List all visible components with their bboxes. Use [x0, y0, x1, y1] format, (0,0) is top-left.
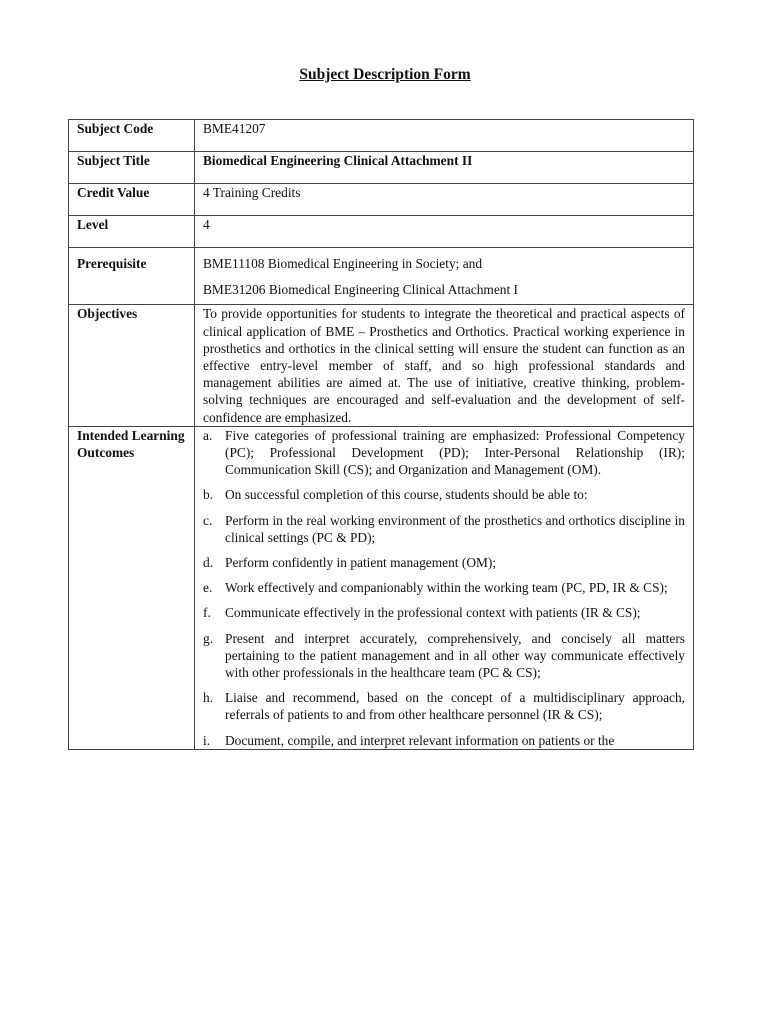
row-subject-title — [69, 152, 694, 184]
outcome-marker: h. — [203, 690, 214, 706]
outcome-text: Perform in the real working environment of the prosthetics and orthotics discipline in clinical settings (PC & PD); — [225, 512, 685, 545]
outcome-marker: f. — [203, 605, 211, 621]
outcome-marker: g. — [203, 630, 214, 646]
value-subject-title: Biomedical Engineering Clinical Attachment II — [195, 152, 694, 184]
value-credit-value: 4 Training Credits — [195, 184, 694, 216]
outcome-item — [203, 427, 685, 479]
row-objectives — [69, 305, 694, 426]
row-credit-value — [69, 184, 694, 216]
outcome-marker: a. — [203, 427, 213, 443]
outcome-item — [203, 689, 685, 723]
value-prerequisite — [195, 248, 694, 305]
outcome-text: Document, compile, and interpret relevant information on patients or the — [225, 732, 615, 748]
row-prerequisite — [69, 248, 694, 305]
row-intended-learning-outcomes — [69, 426, 694, 749]
label-subject-title: Subject Title — [69, 152, 195, 184]
outcome-marker: b. — [203, 487, 214, 503]
outcomes-list — [203, 427, 685, 749]
value-subject-code: BME41207 — [195, 120, 694, 152]
outcome-text: Perform confidently in patient management (OM); — [225, 555, 497, 571]
outcome-marker: i. — [203, 732, 211, 748]
outcome-item — [203, 579, 685, 596]
subject-description-table — [68, 119, 694, 750]
outcome-item — [203, 486, 685, 503]
outcome-marker: c. — [203, 512, 213, 528]
outcome-marker: e. — [203, 580, 213, 596]
outcome-item — [203, 554, 685, 571]
outcome-item — [203, 732, 685, 749]
label-credit-value: Credit Value — [69, 184, 195, 216]
outcome-text: Communicate effectively in the professional context with patients (IR & CS); — [225, 605, 641, 621]
label-prerequisite: Prerequisite — [69, 248, 195, 305]
outcome-item — [203, 630, 685, 682]
outcome-text: On successful completion of this course, students should be able to: — [225, 487, 588, 503]
prerequisite-2: BME31206 Biomedical Engineering Clinical Attachment I — [203, 282, 518, 298]
prerequisite-1: BME11108 Biomedical Engineering in Society; and — [203, 256, 483, 271]
row-level — [69, 216, 694, 248]
label-intended-learning-outcomes: Intended Learning Outcomes — [69, 426, 195, 749]
outcome-text: Work effectively and companionably within the working team (PC, PD, IR & CS); — [225, 580, 668, 596]
value-level: 4 — [195, 216, 694, 248]
outcome-item — [203, 604, 685, 621]
outcome-marker: d. — [203, 555, 214, 571]
value-objectives: To provide opportunities for students to integrate the theoretical and practical aspects of clinical application of BME – Prosthetics and Orthotics. Practical working experience in prosthetics and orthotics in the clinical setting will ensure the student can function as an effective entry-level member of staff, and so high professional standards and management abilities are aimed at. The use of initiative, creative thinking, problem-solving techniques are encouraged and self-evaluation and the development of self-confidence are emphasized. — [195, 305, 694, 426]
label-level: Level — [69, 216, 195, 248]
row-subject-code — [69, 120, 694, 152]
value-intended-learning-outcomes — [195, 426, 694, 749]
outcome-item — [203, 512, 685, 546]
label-subject-code: Subject Code — [69, 120, 195, 152]
form-title: Subject Description Form — [299, 66, 471, 83]
label-objectives: Objectives — [69, 305, 195, 426]
outcome-text: Present and interpret accurately, comprehensively, and concisely all matters pertaining to the patient management and in all other way communicate effectively with other professionals in the healthcare team (PC & CS); — [225, 630, 685, 681]
outcome-text: Liaise and recommend, based on the concept of a multidisciplinary approach, referrals of patients to and from other healthcare personnel (IR & CS); — [225, 690, 685, 723]
outcome-text: Five categories of professional training are emphasized: Professional Competency (PC); Professional Development (PD); Inter-Personal Relationship (IR); Communication Skill (CS); and Organization and Management (OM). — [225, 427, 685, 478]
